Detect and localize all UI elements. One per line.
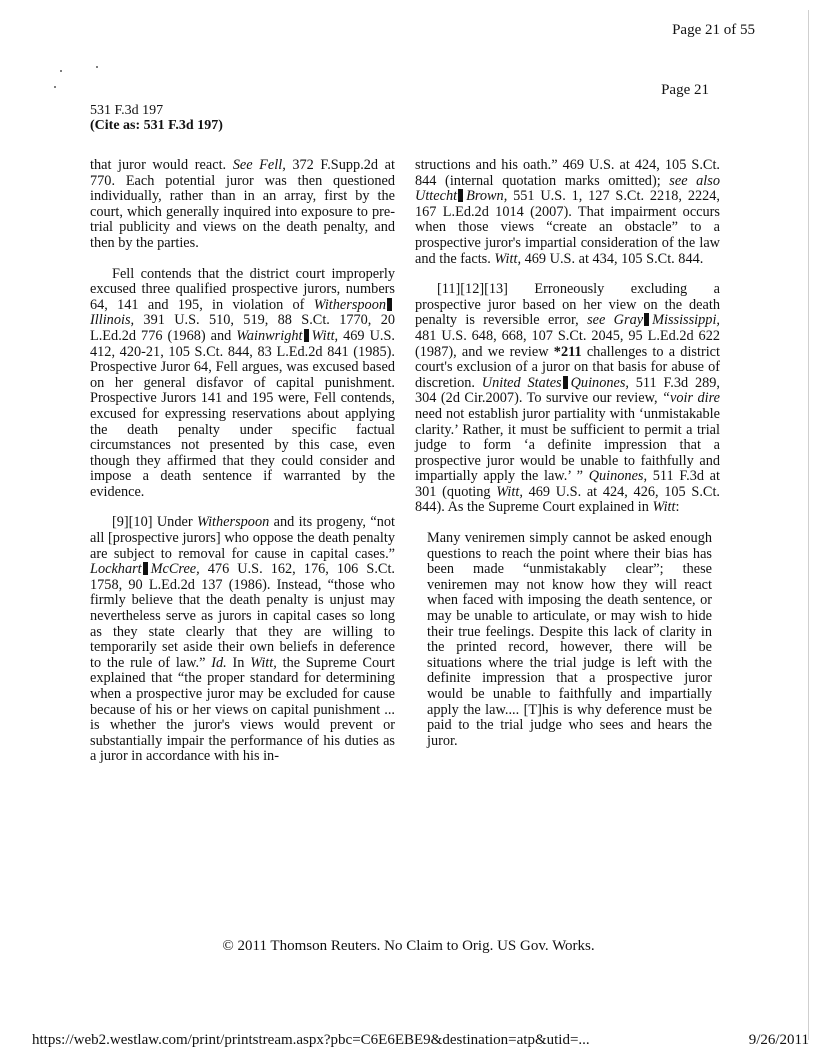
citation-block <box>90 103 223 133</box>
text-run: *211 <box>553 343 582 360</box>
keycite-flag-icon <box>458 189 463 202</box>
page-of-counter: Page 21 of 55 <box>672 22 755 38</box>
text-run: 469 U.S. 412, 420-21, 105 S.Ct. 844, 83 L.Ed.2d 841 (1985). Prospective Juror 64, Fell argues, was excused based on her general disfavor of capital punishment. Prospective Jurors 141 and 195 were, Fell contends, excused for expressing reservations about applying the death penalty under specific factual circumstances not presented by this case, even though they affirmed that they could consider and impose a death sentence if warranted by the evidence. <box>90 327 395 500</box>
text-run: that juror would react. <box>90 157 233 173</box>
text-run: 511 F.3d at 301 (quoting <box>415 468 720 500</box>
text-run: need not establish juror partiality with ‘unmistakable clarity.’ Rather, it must be sufficient to permit a trial judge to form ‘a definite impression that a prospective juror would be unable to faithfully and impartially apply the law.’ ” <box>415 405 720 485</box>
text-run: : <box>675 499 680 516</box>
text-run: Lockhart <box>90 561 142 578</box>
text-run: “voir dire <box>662 390 720 407</box>
copyright-notice: © 2011 Thomson Reuters. No Claim to Orig. US Gov. Works. <box>222 938 595 954</box>
page-label: Page 21 <box>661 82 709 98</box>
text-run: [9][10] Under <box>112 514 197 531</box>
text-run: Wainwright <box>236 327 303 344</box>
keycite-flag-icon <box>644 313 649 326</box>
text-run: 469 U.S. at 434, 105 S.Ct. 844. <box>521 250 704 267</box>
right-column <box>415 158 720 749</box>
text-run: [11][12][13] Erroneously excluding a prospective juror based on her view on the death penalty is reversible error, <box>415 281 720 329</box>
text-run: Witherspoon <box>313 296 386 313</box>
text-run: Witt, <box>250 654 277 671</box>
page-edge-line <box>808 10 809 1040</box>
text-run: 372 F.Supp.2d at 770. Each potential juror was then questioned individually, rather than in an array, first by the court, which generally inquired into exposure to pre-trial publicity and views on the death penalty, and then by the parties. <box>90 157 395 251</box>
text-run: Id. <box>211 654 227 671</box>
keycite-flag-icon <box>143 562 148 575</box>
text-run: Witt <box>652 499 676 516</box>
paragraph <box>415 282 720 516</box>
text-run: 551 U.S. 1, 127 S.Ct. 2218, 2224, 167 L.Ed.2d 1014 (2007). That impairment occurs when those views “create an obstacle” to a prospective juror's impartial consideration of the law and the facts. <box>415 188 720 267</box>
text-run: 469 U.S. at 424, 426, 105 S.Ct. 844). As the Supreme Court explained in <box>415 483 720 516</box>
paragraph <box>90 515 395 765</box>
scan-speck <box>96 66 98 68</box>
text-run: 476 U.S. 162, 176, 106 S.Ct. 1758, 90 L.Ed.2d 137 (1986). Instead, “those who firmly believe that the death penalty is unjust may nevertheless serve as jurors in capital cases so long as they state clearly that they are willing to temporarily set aside their own beliefs in deference to the rule of law.” <box>90 561 395 671</box>
text-run: Illinois, <box>90 312 135 329</box>
paragraph <box>90 158 395 252</box>
text-run: 391 U.S. 510, 519, 88 S.Ct. 1770, 20 L.Ed.2d 776 (1968) and <box>90 312 395 344</box>
text-run: see Gray <box>587 312 644 329</box>
keycite-flag-icon <box>563 376 568 389</box>
text-run: Witt, <box>311 327 339 344</box>
cite-as-line: (Cite as: 531 F.3d 197) <box>90 118 223 133</box>
text-run: challenges to a district court's exclusion of a juror on that basis for abuse of discretion. <box>415 343 721 391</box>
text-run: structions and his oath.” 469 U.S. at 424, 105 S.Ct. 844 (internal quotation marks omitted); <box>415 157 720 189</box>
paragraph <box>90 267 395 501</box>
text-run: Many veniremen simply cannot be asked enough questions to reach the point where their bias has been made “unmistakably clear”; these veniremen may not know how they will react when faced with imposing the death sentence, or may be unable to articulate, or may wish to hide their true feelings. Despite this lack of clarity in the printed record, however, there will be situations where the trial judge is left with the definite impression that a prospective juror would be unable to faithfully and impartially apply the law.... [T]his is why deference must be paid to the trial judge who sees and hears the juror. <box>427 530 712 749</box>
text-run: In <box>226 654 251 671</box>
text-run: United States <box>481 374 562 391</box>
text-run: the Supreme Court explained that “the proper standard for determining when a prospective juror may be excluded for cause because of his or her views on capital punishment ... is whether the juror's views would prevent or substantially impair the performance of his duties as a juror in accordance with his in- <box>90 654 396 765</box>
keycite-flag-icon <box>387 298 392 311</box>
text-run: McCree, <box>150 561 200 578</box>
text-run: 511 F.3d 289, 304 (2d Cir.2007). To survive our review, <box>415 374 720 407</box>
text-run: Witt, <box>496 483 523 500</box>
scan-speck <box>60 70 62 72</box>
keycite-flag-icon <box>304 329 309 342</box>
text-run: Fell contends that the district court improperly excused three qualified prospective jurors, numbers 64, 141 and 195, in violation of <box>90 265 395 313</box>
text-run: See Fell, <box>232 157 286 173</box>
text-run: Witt, <box>494 250 522 267</box>
text-run: and its progeny, “not all [prospective jurors] who oppose the death penalty are subject to removal for cause in capital cases.” <box>90 514 395 562</box>
text-run: see also Uttecht <box>415 172 720 205</box>
reporter-citation: 531 F.3d 197 <box>90 103 164 118</box>
paragraph <box>415 158 720 267</box>
text-run: 481 U.S. 648, 668, 107 S.Ct. 2045, 95 L.Ed.2d 622 (1987), and we review <box>415 327 720 360</box>
print-url: https://web2.westlaw.com/print/printstream.aspx?pbc=C6E6EBE9&destination=atp&utid=... <box>32 1032 590 1048</box>
block-quote <box>427 531 712 749</box>
text-run: Mississippi, <box>652 312 720 329</box>
text-run: Quinones, <box>588 468 648 485</box>
text-run: Quinones, <box>570 374 629 391</box>
scan-speck <box>54 86 56 88</box>
left-column <box>90 158 395 780</box>
text-run: Brown, <box>466 188 508 205</box>
print-date: 9/26/2011 <box>748 1032 809 1048</box>
text-run: Witherspoon <box>196 514 270 531</box>
